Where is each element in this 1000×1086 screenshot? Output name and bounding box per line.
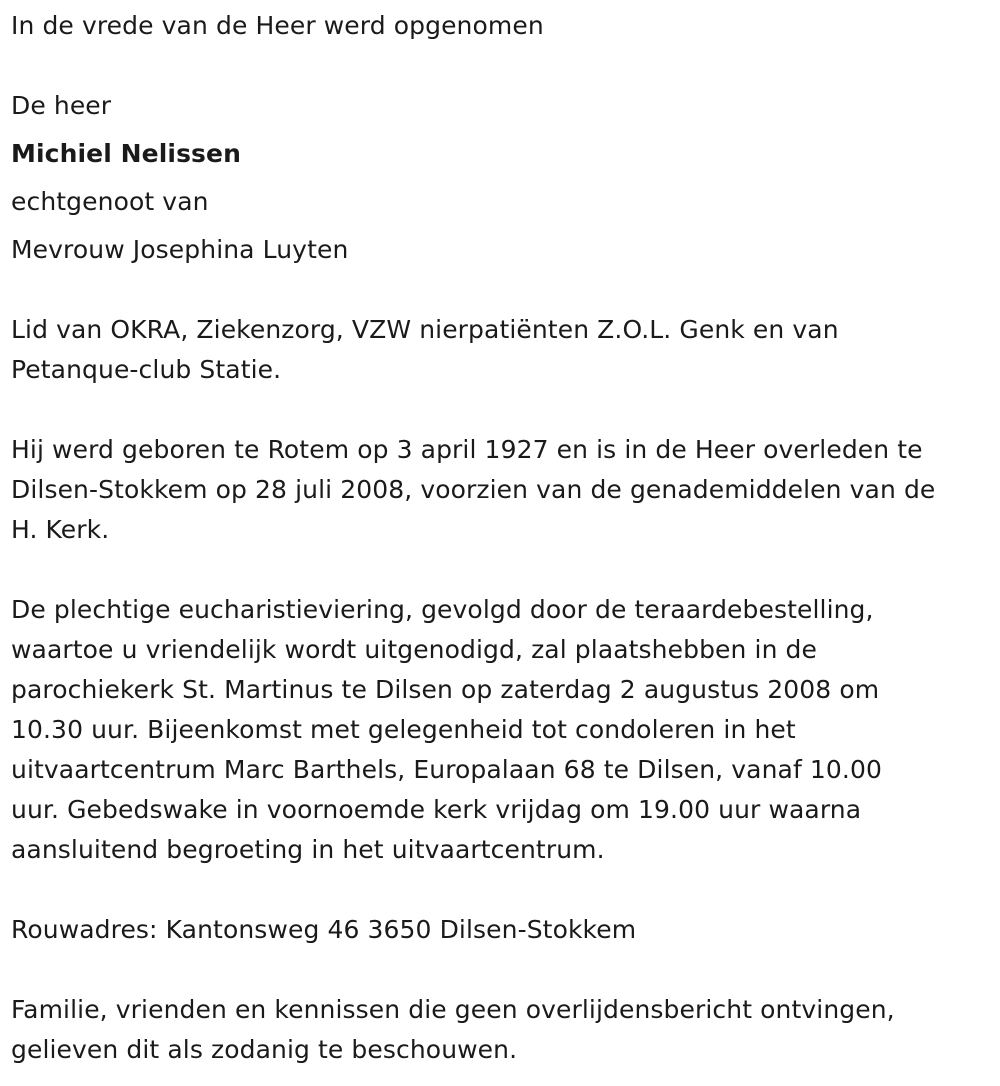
relation-line [11,182,986,222]
closing-paragraph [11,990,986,1070]
ceremony-paragraph [11,590,986,870]
birth-death-line: Hij werd geboren te Rotem op 3 april 1927 en is in de Heer overleden te [11,435,923,464]
address-line [11,910,986,950]
ceremony-line: 10.30 uur. Bijeenkomst met gelegenheid tot condoleren in het [11,715,796,744]
intro-text: In de vrede van de Heer werd opgenomen [11,11,544,40]
birth-death-line: Dilsen-Stokkem op 28 juli 2008, voorzien van de genademiddelen van de [11,475,936,504]
ceremony-line: uitvaartcentrum Marc Barthels, Europalaan 68 te Dilsen, vanaf 10.00 [11,755,882,784]
ceremony-line: uur. Gebedswake in voornoemde kerk vrijdag om 19.00 uur waarna [11,795,862,824]
spouse-line [11,230,986,270]
closing-line: Familie, vrienden en kennissen die geen overlijdensbericht ontvingen, [11,995,895,1024]
intro-line [11,6,986,46]
deceased-name-line [11,134,986,174]
membership-line: Lid van OKRA, Ziekenzorg, VZW nierpatiënten Z.O.L. Genk en van [11,315,839,344]
membership-paragraph [11,310,986,390]
deceased-name: Michiel Nelissen [11,139,241,168]
ceremony-line: aansluitend begroeting in het uitvaartcentrum. [11,835,605,864]
birth-death-paragraph [11,430,986,550]
ceremony-line: parochiekerk St. Martinus te Dilsen op zaterdag 2 augustus 2008 om [11,675,880,704]
relation-text: echtgenoot van [11,187,209,216]
title-prefix-line [11,86,986,126]
membership-line: Petanque-club Statie. [11,355,282,384]
ceremony-line: waartoe u vriendelijk wordt uitgenodigd, zal plaatshebben in de [11,635,818,664]
birth-death-line: H. Kerk. [11,515,110,544]
ceremony-line: De plechtige eucharistieviering, gevolgd door de teraardebestelling, [11,595,874,624]
spouse-name: Mevrouw Josephina Luyten [11,235,349,264]
closing-line: gelieven dit als zodanig te beschouwen. [11,1035,518,1064]
mourning-address: Rouwadres: Kantonsweg 46 3650 Dilsen-Stokkem [11,915,637,944]
title-prefix-text: De heer [11,91,112,120]
